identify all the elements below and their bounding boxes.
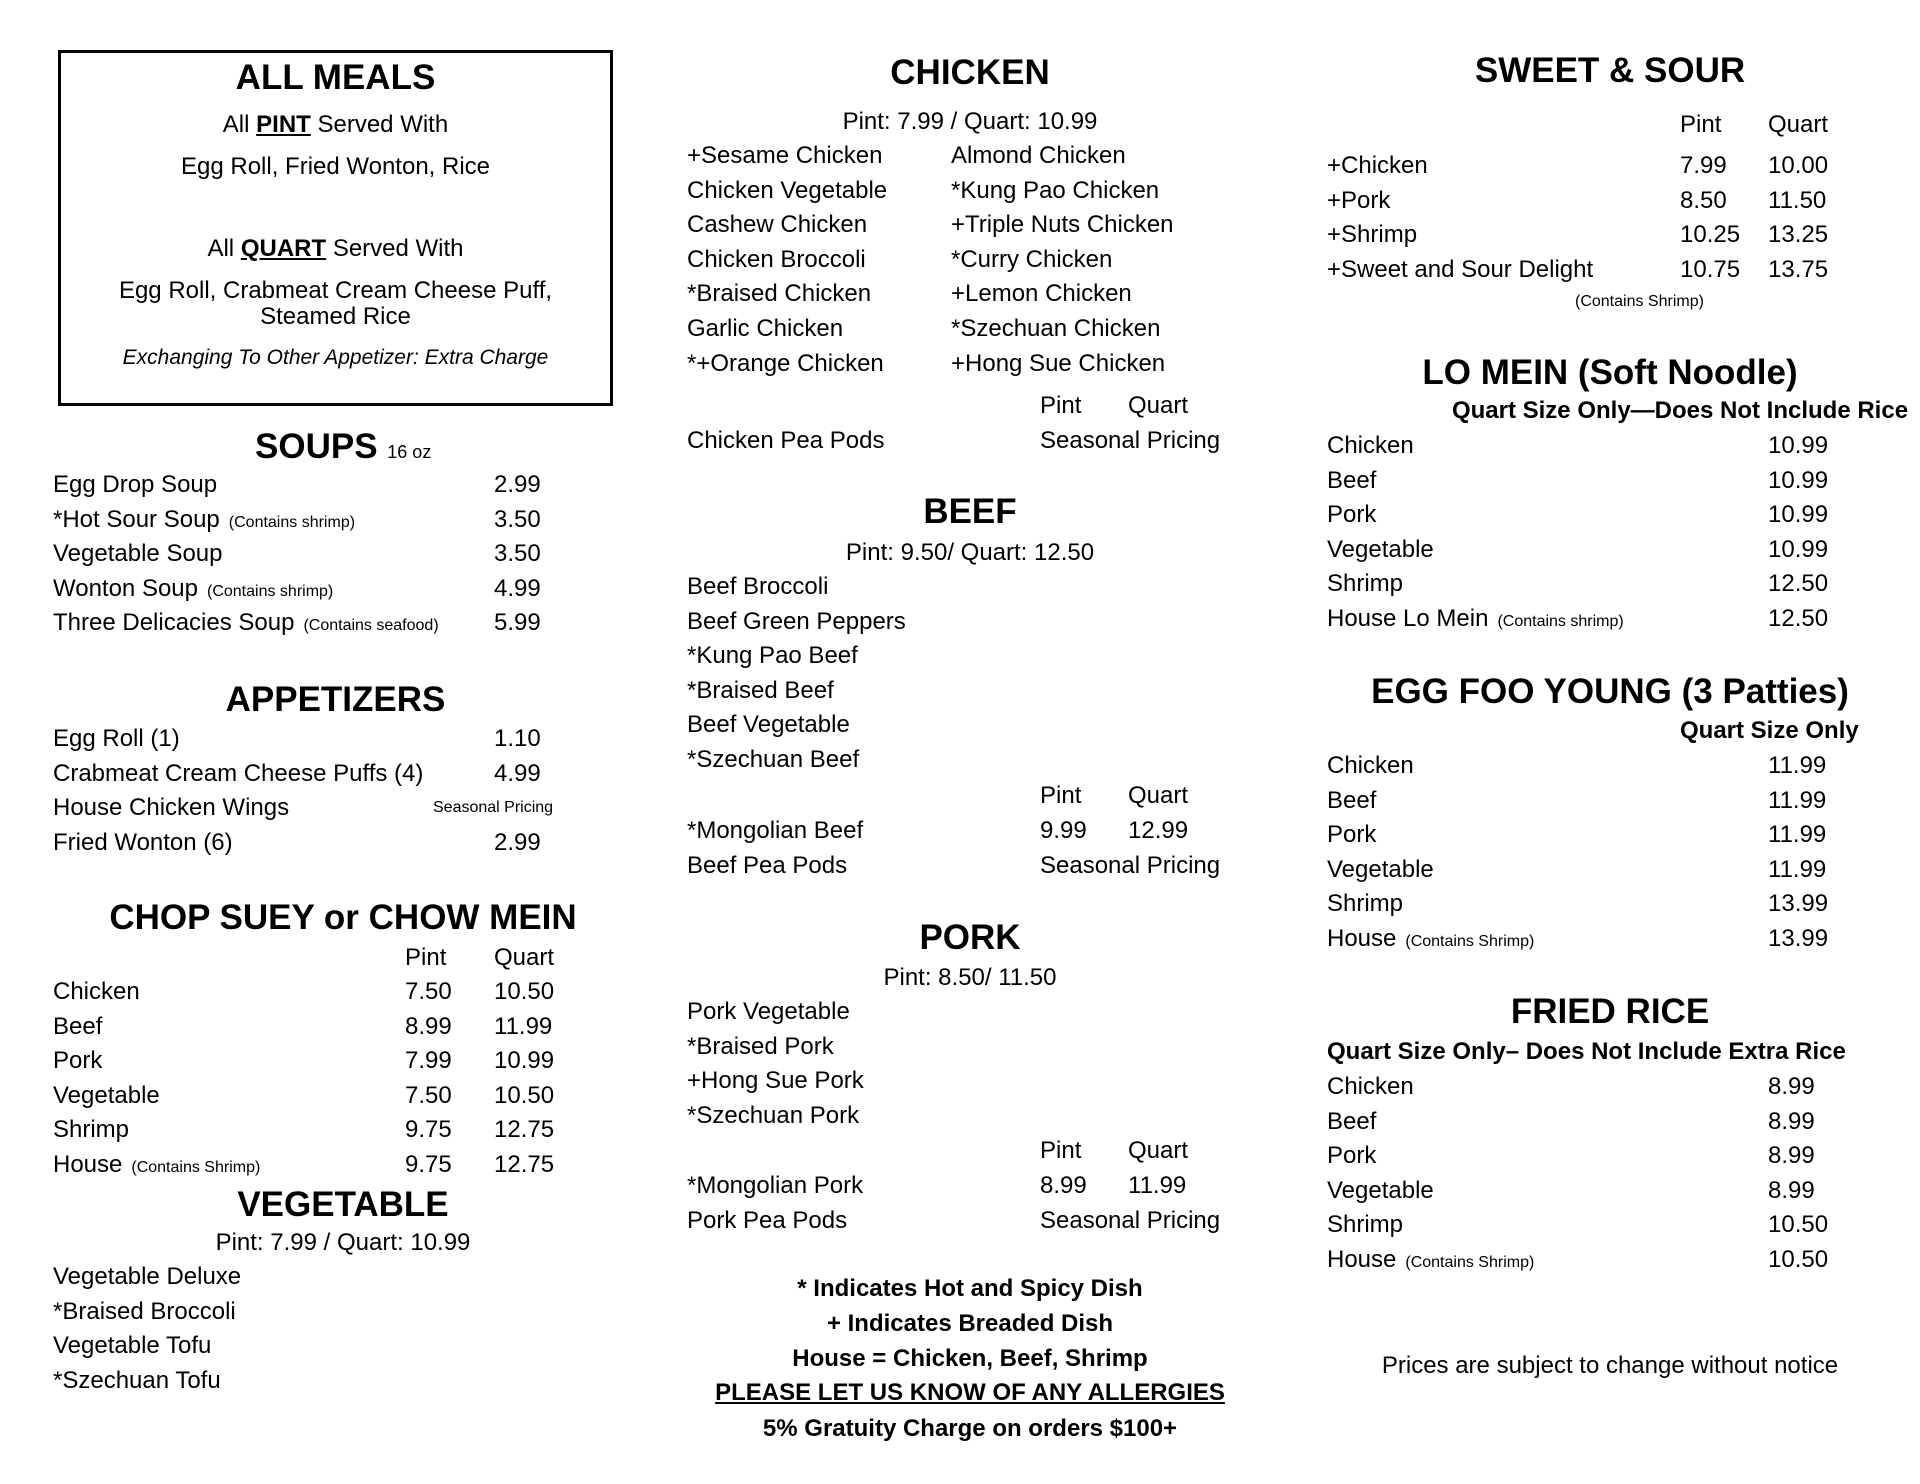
chop-suey-pint-price: 8.99 bbox=[405, 1012, 452, 1040]
egg-foo-young-subtitle: Quart Size Only bbox=[1680, 717, 1859, 744]
sweet-sour-name: +Sweet and Sour Delight bbox=[1327, 255, 1594, 283]
item-name: Pork bbox=[53, 1047, 103, 1075]
appetizers-title: APPETIZERS bbox=[225, 680, 446, 719]
chop-suey-quart-price: 11.99 bbox=[494, 1012, 553, 1040]
chicken-quart-header: Quart bbox=[1128, 392, 1189, 419]
list-item-name bbox=[1327, 503, 1376, 527]
beef-pint-header: Pint bbox=[1040, 782, 1082, 809]
chicken-item: +Triple Nuts Chicken bbox=[951, 211, 1174, 239]
pork-pea-pods: Pork Pea Pods bbox=[687, 1207, 848, 1234]
quart-post: Served With bbox=[332, 235, 464, 262]
pork-pea-pods-price: Seasonal Pricing bbox=[1040, 1207, 1221, 1234]
pint-line bbox=[58, 113, 613, 137]
sweet-sour-quart-price: 11.50 bbox=[1768, 186, 1827, 214]
soups-title-text: SOUPS bbox=[255, 427, 378, 466]
soup-price: 5.99 bbox=[494, 609, 541, 637]
quart-items-2: Steamed Rice bbox=[260, 303, 411, 330]
egg-foo-young-price: 11.99 bbox=[1768, 752, 1827, 779]
fried-rice-price: 8.99 bbox=[1768, 1142, 1815, 1170]
sweet-sour-name: +Shrimp bbox=[1327, 221, 1418, 249]
item-name: Pork bbox=[1327, 501, 1377, 529]
list-item-name bbox=[53, 1118, 129, 1142]
item-name: Beef bbox=[53, 1012, 103, 1040]
lo-mein-price: 10.99 bbox=[1768, 501, 1829, 529]
list-item-name bbox=[1327, 434, 1414, 458]
chicken-pint-header: Pint bbox=[1040, 392, 1082, 419]
appetizer-name: House Chicken Wings bbox=[53, 794, 290, 822]
lo-mein-title: LO MEIN (Soft Noodle) bbox=[1422, 353, 1798, 392]
list-item-name bbox=[53, 1081, 160, 1109]
chicken-pea-pods: Chicken Pea Pods bbox=[687, 427, 885, 454]
mongolian-beef: *Mongolian Beef bbox=[687, 817, 864, 844]
price-notice: Prices are subject to change without notice bbox=[1381, 1352, 1839, 1379]
item-name: Chicken bbox=[1327, 1073, 1414, 1100]
fried-rice-price: 10.50 bbox=[1768, 1211, 1829, 1239]
lo-mein-price: 12.50 bbox=[1768, 605, 1829, 632]
chicken-item: *Braised Chicken bbox=[687, 280, 872, 308]
legend-breaded: + Indicates Breaded Dish bbox=[826, 1310, 1114, 1337]
list-item-name bbox=[53, 473, 217, 497]
list-item-name bbox=[53, 542, 223, 566]
item-name: House bbox=[53, 1151, 123, 1178]
chicken-item: Garlic Chicken bbox=[687, 315, 844, 342]
all-meals-title: ALL MEALS bbox=[235, 58, 436, 97]
chop-suey-quart-price: 10.50 bbox=[494, 978, 555, 1005]
chop-suey-quart-price: 12.75 bbox=[494, 1151, 555, 1178]
list-item-name bbox=[1327, 1075, 1414, 1099]
chicken-item: *+Orange Chicken bbox=[687, 349, 884, 377]
item-name: Wonton Soup bbox=[53, 574, 198, 602]
list-item-name bbox=[1327, 786, 1377, 814]
mongolian-pork: *Mongolian Pork bbox=[687, 1172, 864, 1199]
quart-line bbox=[58, 237, 613, 261]
legend-house: House = Chicken, Beef, Shrimp bbox=[792, 1345, 1148, 1372]
vegetable-item: *Szechuan Tofu bbox=[53, 1366, 221, 1394]
exchange-note: Exchanging To Other Appetizer: Extra Charge bbox=[122, 346, 549, 369]
egg-foo-young-price: 11.99 bbox=[1768, 821, 1827, 849]
item-name: Vegetable bbox=[1327, 535, 1434, 563]
beef-item: *Kung Pao Beef bbox=[687, 642, 858, 670]
item-name: Pork bbox=[1327, 821, 1377, 849]
pint-items: Egg Roll, Fried Wonton, Rice bbox=[180, 153, 491, 180]
chicken-price-line: Pint: 7.99 / Quart: 10.99 bbox=[842, 108, 1098, 135]
list-item-name bbox=[53, 1153, 260, 1177]
fried-rice-subtitle: Quart Size Only– Does Not Include Extra Rice bbox=[1327, 1038, 1846, 1065]
list-item-name bbox=[1327, 1176, 1434, 1204]
vegetable-item: Vegetable Deluxe bbox=[53, 1263, 242, 1290]
quart-word: QUART bbox=[240, 235, 327, 262]
item-note: (Contains shrimp) bbox=[207, 582, 334, 600]
pork-title: PORK bbox=[919, 918, 1021, 957]
item-name: Vegetable Soup bbox=[53, 540, 223, 568]
pork-item: Pork Vegetable bbox=[687, 998, 850, 1025]
fried-rice-price: 10.50 bbox=[1768, 1246, 1829, 1273]
item-note: (Contains Shrimp) bbox=[131, 1159, 261, 1176]
chicken-item: +Sesame Chicken bbox=[687, 142, 883, 169]
list-item-name bbox=[53, 574, 334, 602]
vegetable-price-line: Pint: 7.99 / Quart: 10.99 bbox=[215, 1229, 471, 1256]
beef-pea-pods: Beef Pea Pods bbox=[687, 852, 848, 879]
list-item-name bbox=[1327, 892, 1403, 916]
pork-item: *Braised Pork bbox=[687, 1032, 834, 1060]
sweet-sour-pint-price: 7.99 bbox=[1680, 152, 1727, 179]
appetizer-price: 2.99 bbox=[494, 828, 541, 856]
lo-mein-price: 10.99 bbox=[1768, 466, 1829, 494]
chop-suey-quart-header: Quart bbox=[494, 944, 555, 971]
pint-pre: All bbox=[222, 111, 250, 138]
fried-rice-price: 8.99 bbox=[1768, 1073, 1815, 1100]
item-name: House bbox=[1327, 1246, 1397, 1273]
item-name: Chicken bbox=[1327, 752, 1414, 779]
item-note: (Contains Shrimp) bbox=[1405, 933, 1535, 950]
vegetable-item: Vegetable Tofu bbox=[53, 1332, 212, 1360]
chicken-title: CHICKEN bbox=[890, 53, 1050, 92]
lo-mein-price: 10.99 bbox=[1768, 535, 1829, 563]
chicken-item: +Lemon Chicken bbox=[951, 280, 1132, 308]
appetizer-name: Crabmeat Cream Cheese Puffs (4) bbox=[53, 759, 424, 787]
list-item-name bbox=[53, 980, 140, 1004]
chicken-item: *Szechuan Chicken bbox=[951, 315, 1161, 342]
beef-pea-pods-price: Seasonal Pricing bbox=[1040, 852, 1221, 879]
fried-rice-title: FRIED RICE bbox=[1510, 992, 1710, 1031]
vegetable-item: *Braised Broccoli bbox=[53, 1297, 236, 1325]
mongolian-beef-pint: 9.99 bbox=[1040, 817, 1087, 844]
pork-quart-header: Quart bbox=[1128, 1137, 1189, 1164]
beef-title: BEEF bbox=[923, 492, 1017, 531]
chop-suey-pint-price: 7.99 bbox=[405, 1047, 452, 1075]
quart-pre: All bbox=[207, 235, 235, 262]
list-item-name bbox=[1327, 1144, 1376, 1168]
fried-rice-price: 8.99 bbox=[1768, 1107, 1815, 1135]
item-name: *Hot Sour Soup bbox=[53, 505, 220, 533]
legend-spicy: * Indicates Hot and Spicy Dish bbox=[797, 1275, 1143, 1302]
item-name: Three Delicacies Soup bbox=[53, 609, 295, 637]
item-name: Beef bbox=[1327, 1107, 1377, 1135]
chicken-item: *Kung Pao Chicken bbox=[951, 176, 1160, 204]
list-item-name bbox=[1327, 535, 1434, 563]
vegetable-title: VEGETABLE bbox=[237, 1185, 449, 1224]
legend-gratuity: 5% Gratuity Charge on orders $100+ bbox=[762, 1415, 1178, 1442]
appetizer-price: 1.10 bbox=[494, 725, 541, 752]
item-note: (Contains shrimp) bbox=[228, 513, 356, 531]
egg-foo-young-price: 13.99 bbox=[1768, 890, 1829, 918]
quart-items-1: Egg Roll, Crabmeat Cream Cheese Puff, bbox=[118, 277, 553, 304]
lo-mein-price: 10.99 bbox=[1768, 432, 1829, 459]
item-name: Vegetable bbox=[1327, 1176, 1434, 1204]
beef-item: *Braised Beef bbox=[687, 676, 834, 704]
pork-item: +Hong Sue Pork bbox=[687, 1067, 864, 1095]
mongolian-pork-pint: 8.99 bbox=[1040, 1172, 1087, 1199]
soup-price: 2.99 bbox=[494, 471, 541, 498]
chop-suey-quart-price: 10.50 bbox=[494, 1081, 555, 1109]
sweet-sour-pint-price: 10.25 bbox=[1680, 221, 1741, 249]
list-item-name bbox=[53, 611, 439, 635]
sweet-sour-pint-header: Pint bbox=[1680, 111, 1722, 138]
egg-foo-young-price: 11.99 bbox=[1768, 786, 1827, 814]
soups-title bbox=[255, 427, 431, 467]
soup-price: 3.50 bbox=[494, 540, 541, 568]
pork-price-line: Pint: 8.50/ 11.50 bbox=[883, 964, 1057, 991]
list-item-name bbox=[1327, 572, 1403, 596]
sweet-sour-title: SWEET & SOUR bbox=[1474, 51, 1746, 90]
beef-item: Beef Vegetable bbox=[687, 711, 850, 739]
item-note: (Contains seafood) bbox=[303, 617, 439, 635]
sweet-sour-quart-price: 13.75 bbox=[1768, 255, 1829, 283]
list-item-name bbox=[1327, 754, 1414, 778]
lo-mein-price: 12.50 bbox=[1768, 570, 1829, 598]
list-item-name bbox=[1327, 927, 1534, 951]
chop-suey-pint-price: 7.50 bbox=[405, 1081, 452, 1109]
item-name: House bbox=[1327, 925, 1397, 952]
beef-item: Beef Green Peppers bbox=[687, 607, 906, 635]
soup-price: 3.50 bbox=[494, 505, 541, 533]
item-name: Vegetable bbox=[1327, 855, 1434, 883]
chop-suey-pint-price: 9.75 bbox=[405, 1151, 452, 1178]
egg-foo-young-price: 13.99 bbox=[1768, 925, 1829, 952]
soup-price: 4.99 bbox=[494, 574, 541, 602]
lo-mein-subtitle: Quart Size Only—Does Not Include Rice bbox=[1451, 397, 1909, 424]
list-item-name bbox=[1327, 855, 1434, 883]
item-note: (Contains Shrimp) bbox=[1405, 1254, 1535, 1271]
item-name: Chicken bbox=[1327, 432, 1414, 459]
pork-pint-header: Pint bbox=[1040, 1137, 1082, 1164]
sweet-sour-quart-price: 10.00 bbox=[1768, 152, 1829, 179]
item-name: Shrimp bbox=[1327, 1211, 1404, 1239]
sweet-sour-note: (Contains Shrimp) bbox=[1575, 293, 1704, 310]
item-name: Egg Drop Soup bbox=[53, 471, 218, 498]
list-item-name bbox=[1327, 1248, 1534, 1272]
sweet-sour-name: +Chicken bbox=[1327, 152, 1428, 179]
beef-item: Beef Broccoli bbox=[687, 573, 829, 600]
chop-suey-pint-header: Pint bbox=[405, 944, 447, 971]
chicken-item: Cashew Chicken bbox=[687, 211, 868, 239]
chicken-item: +Hong Sue Chicken bbox=[951, 349, 1166, 377]
list-item-name bbox=[53, 505, 356, 533]
chicken-item: Chicken Vegetable bbox=[687, 176, 888, 204]
chop-suey-title: CHOP SUEY or CHOW MEIN bbox=[109, 898, 577, 937]
beef-item: *Szechuan Beef bbox=[687, 746, 860, 773]
sweet-sour-name: +Pork bbox=[1327, 186, 1391, 214]
mongolian-pork-quart: 11.99 bbox=[1128, 1172, 1187, 1199]
legend-allergies: PLEASE LET US KNOW OF ANY ALLERGIES bbox=[715, 1379, 1225, 1406]
chicken-item: *Curry Chicken bbox=[951, 245, 1113, 273]
beef-price-line: Pint: 9.50/ Quart: 12.50 bbox=[845, 539, 1095, 566]
chop-suey-quart-price: 12.75 bbox=[494, 1116, 555, 1144]
appetizer-price: 4.99 bbox=[494, 759, 541, 787]
mongolian-beef-quart: 12.99 bbox=[1128, 817, 1189, 844]
chicken-pea-pods-price: Seasonal Pricing bbox=[1040, 427, 1221, 454]
chicken-item: Almond Chicken bbox=[951, 142, 1126, 169]
pint-word: PINT bbox=[256, 111, 311, 138]
appetizer-price: Seasonal Pricing bbox=[433, 799, 554, 817]
list-item-name bbox=[1327, 1107, 1377, 1135]
list-item-name bbox=[53, 1012, 103, 1040]
item-name: Pork bbox=[1327, 1142, 1377, 1170]
sweet-sour-quart-header: Quart bbox=[1768, 111, 1829, 138]
item-name: Beef bbox=[1327, 786, 1377, 814]
item-name: Shrimp bbox=[1327, 570, 1404, 598]
appetizer-name: Fried Wonton (6) bbox=[53, 828, 233, 856]
list-item-name bbox=[1327, 466, 1377, 494]
chicken-item: Chicken Broccoli bbox=[687, 245, 866, 273]
item-name: Chicken bbox=[53, 978, 140, 1005]
sweet-sour-quart-price: 13.25 bbox=[1768, 221, 1829, 249]
item-name: Shrimp bbox=[53, 1116, 130, 1144]
soups-size: 16 oz bbox=[387, 442, 432, 462]
sweet-sour-pint-price: 8.50 bbox=[1680, 186, 1727, 214]
chop-suey-pint-price: 9.75 bbox=[405, 1116, 452, 1144]
item-name: Beef bbox=[1327, 466, 1377, 494]
list-item-name bbox=[1327, 607, 1624, 631]
appetizer-name: Egg Roll (1) bbox=[53, 725, 180, 752]
list-item-name bbox=[1327, 823, 1376, 847]
list-item-name bbox=[53, 1049, 102, 1073]
list-item-name bbox=[1327, 1213, 1403, 1237]
sweet-sour-pint-price: 10.75 bbox=[1680, 255, 1741, 283]
pork-item: *Szechuan Pork bbox=[687, 1101, 860, 1129]
chop-suey-pint-price: 7.50 bbox=[405, 978, 452, 1005]
pint-post: Served With bbox=[317, 111, 449, 138]
item-note: (Contains shrimp) bbox=[1497, 613, 1624, 630]
egg-foo-young-price: 11.99 bbox=[1768, 855, 1827, 883]
egg-foo-young-title: EGG FOO YOUNG (3 Patties) bbox=[1371, 672, 1849, 711]
item-name: Vegetable bbox=[53, 1081, 160, 1109]
fried-rice-price: 8.99 bbox=[1768, 1176, 1815, 1204]
item-name: House Lo Mein bbox=[1327, 605, 1489, 632]
item-name: Shrimp bbox=[1327, 890, 1404, 918]
chop-suey-quart-price: 10.99 bbox=[494, 1047, 555, 1075]
beef-quart-header: Quart bbox=[1128, 782, 1189, 809]
